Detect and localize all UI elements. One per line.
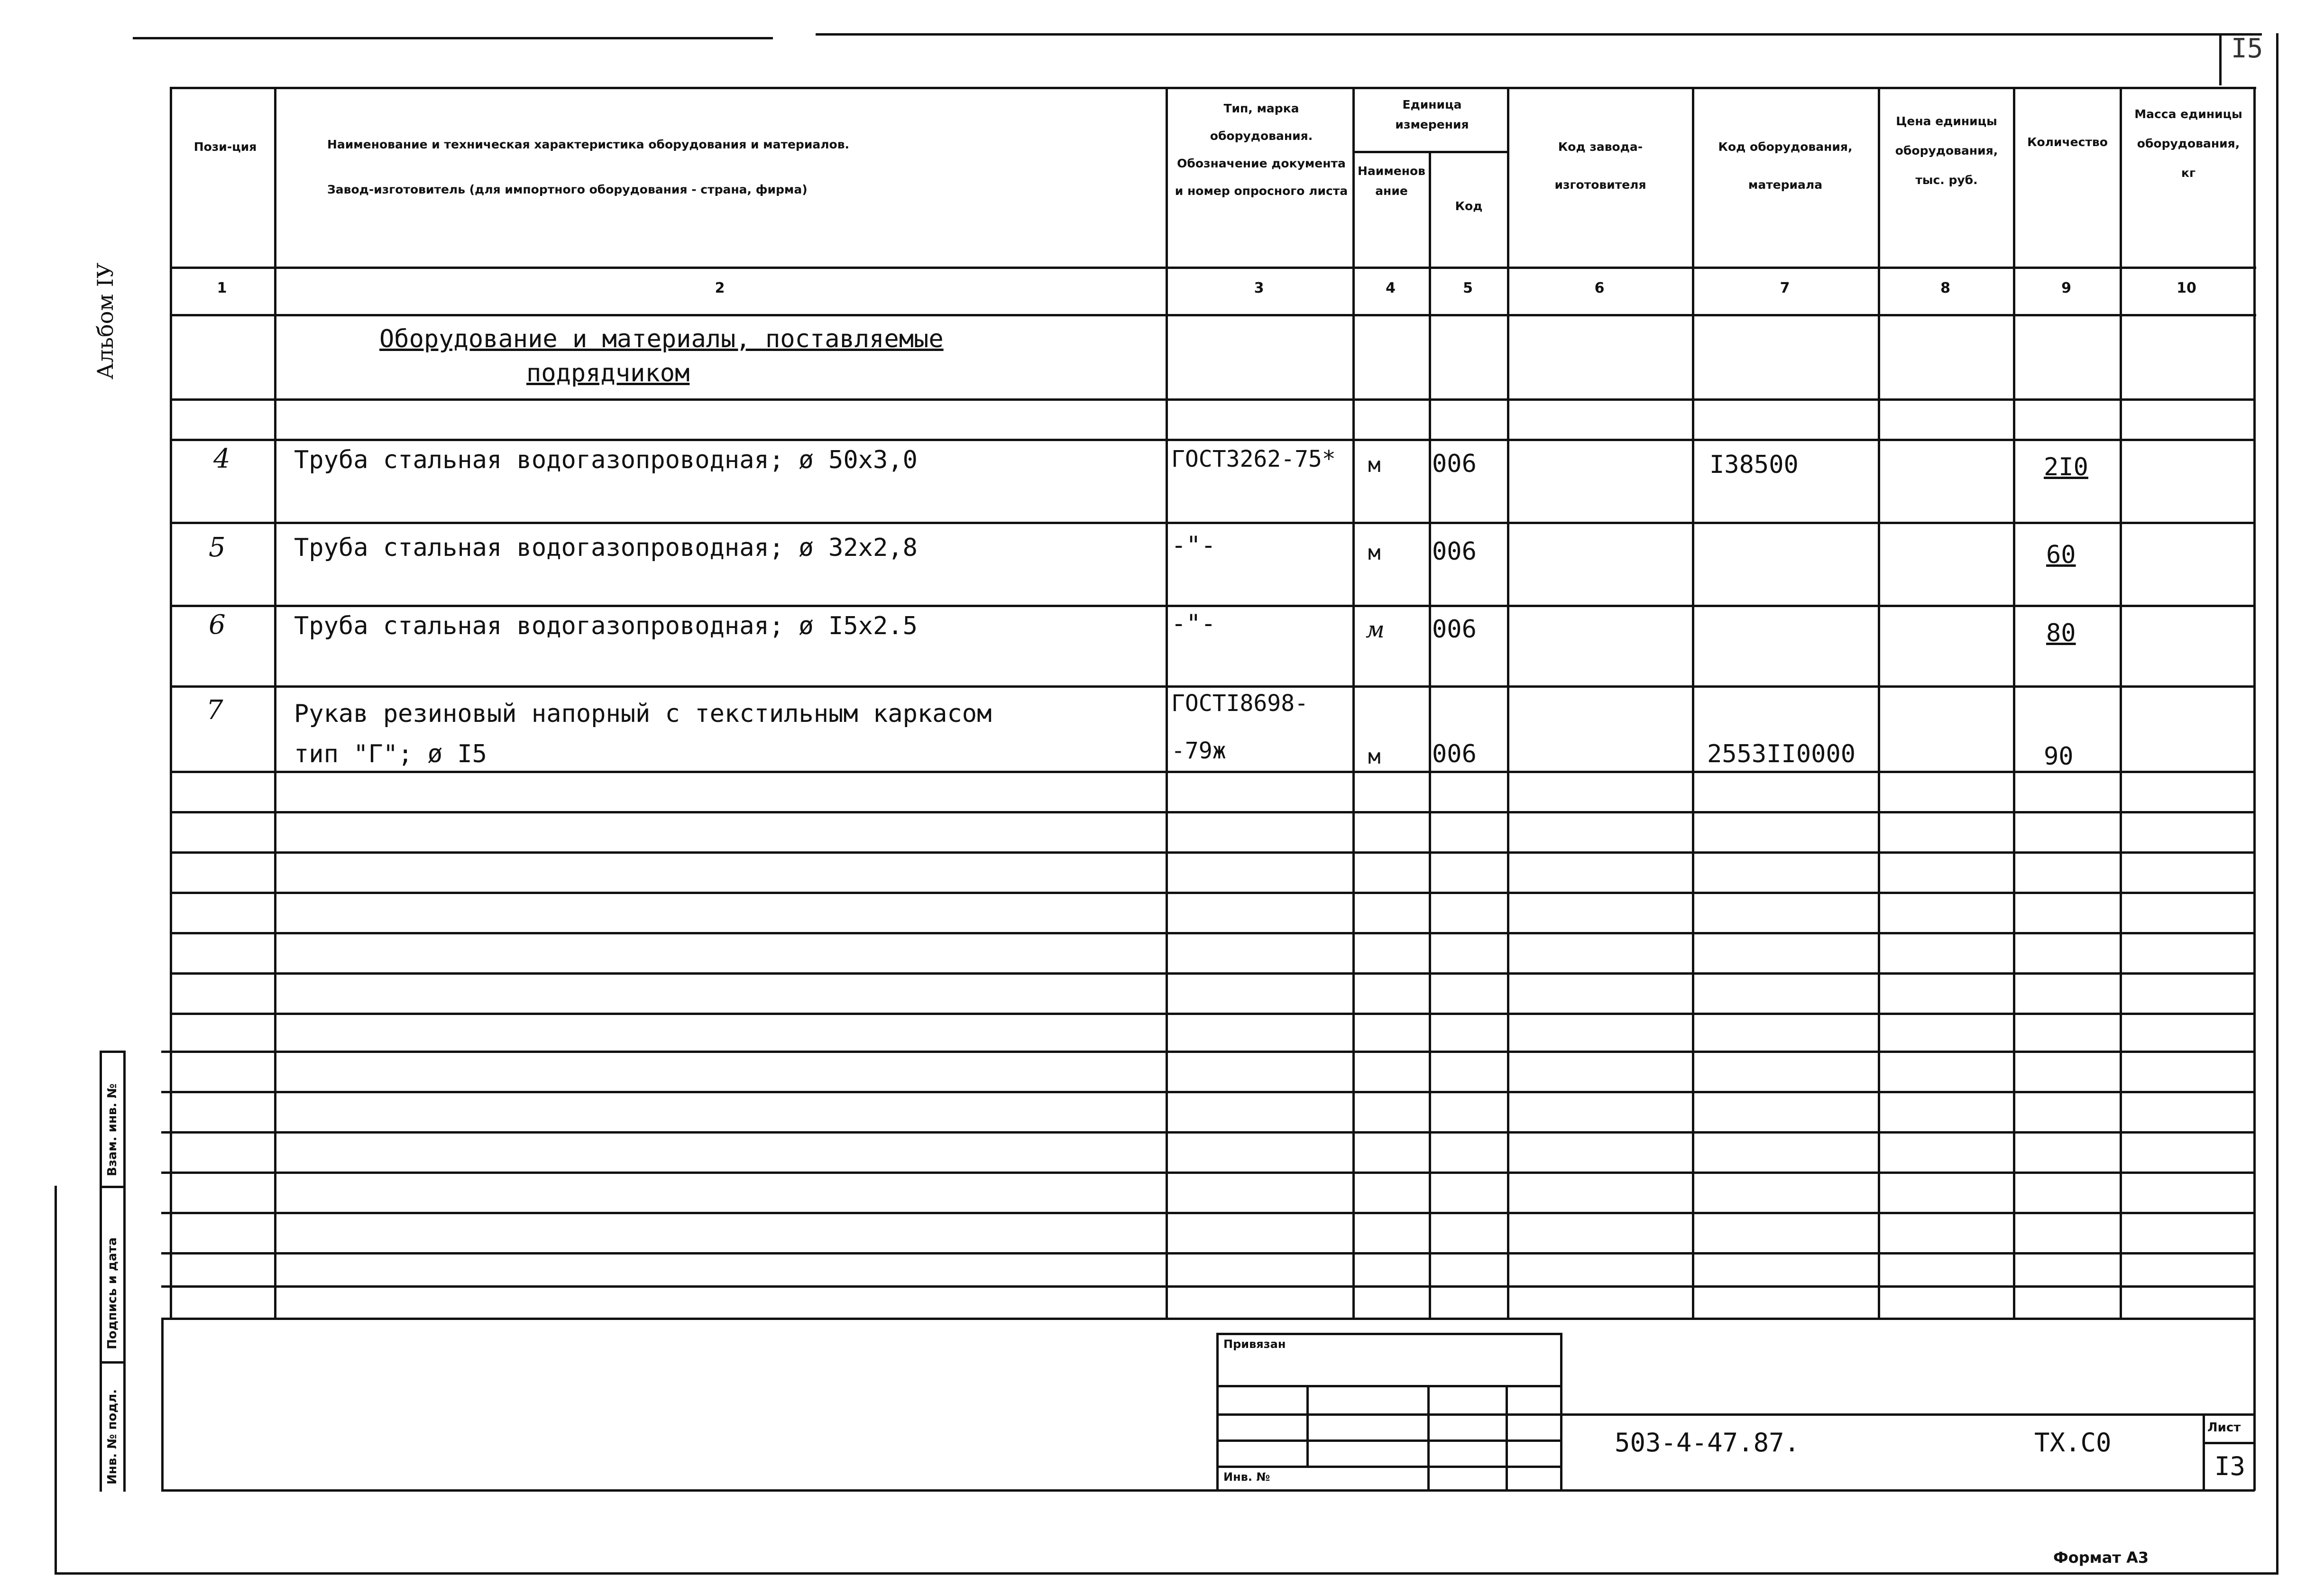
section-title-line1: Оборудование и материалы, поставляемые — [379, 325, 944, 353]
table-right — [2253, 87, 2256, 1491]
row-separator — [161, 1285, 2256, 1288]
doc-code: 503-4-47.87. — [1615, 1428, 1800, 1458]
priv-h2 — [1216, 1413, 1562, 1416]
sheet-box-left — [2203, 1413, 2205, 1492]
colnum-bottom — [170, 314, 2256, 316]
format-label: Формат А3 — [2053, 1549, 2149, 1567]
col-div-6 — [1692, 87, 1694, 1320]
row-5-unit: м — [1368, 541, 1381, 565]
row-5-pos: 5 — [209, 532, 226, 563]
row-separator — [170, 605, 2256, 607]
col-div-8 — [2013, 87, 2015, 1320]
row-5-doc: -"- — [1171, 531, 1216, 560]
row-6-name: Труба стальная водогазопроводная; ø I5x2.5 — [294, 612, 918, 640]
header-factory-code: Код завода-изготовителя — [1554, 140, 1646, 192]
row-separator — [161, 1252, 2256, 1255]
col-div-9 — [2120, 87, 2122, 1320]
frame-right — [2276, 33, 2278, 1575]
col-div-3 — [1352, 87, 1355, 1320]
header-mass: Масса единицы оборудования, кг — [2134, 107, 2242, 180]
row-separator — [170, 932, 2256, 934]
row-separator — [161, 1172, 2256, 1174]
priv-h1 — [1216, 1385, 1562, 1387]
priv-h4 — [1216, 1466, 1562, 1468]
row-7-doc: ГОСТI8698- — [1171, 690, 1308, 717]
header-qty: Количество — [2027, 135, 2108, 149]
col-div-4 — [1429, 152, 1431, 1320]
frame-bottom — [55, 1572, 2278, 1575]
body-bottom — [161, 1318, 2255, 1320]
colnum-3: 3 — [1254, 280, 1264, 296]
row-separator — [161, 1131, 2256, 1134]
header-unit-group: Единица измерения — [1395, 98, 1469, 131]
header-price: Цена единицы оборудования, тыс. руб. — [1895, 114, 1998, 187]
colnum-7: 7 — [1780, 280, 1790, 296]
row-4-name: Труба стальная водогазопроводная; ø 50x3,0 — [294, 446, 918, 474]
col-div-2 — [1166, 87, 1168, 1320]
sheet-number: I3 — [2214, 1451, 2246, 1481]
priv-h3 — [1216, 1439, 1562, 1442]
row-separator — [170, 771, 2256, 773]
header-bottom — [170, 267, 2256, 269]
sheet-box-mid — [2203, 1442, 2255, 1444]
row-6-pos: 6 — [209, 609, 226, 640]
row-7-mat-code: 2553II0000 — [1707, 740, 1856, 768]
header-name-line2: Завод-изготовитель (для импортного оборудования - страна, фирма) — [327, 183, 808, 196]
row-7-name2: тип "Г"; ø I5 — [294, 740, 487, 768]
colnum-5: 5 — [1463, 280, 1473, 296]
row-6-code: 006 — [1432, 615, 1477, 644]
header-position: Пози-ция — [193, 140, 257, 154]
row-7-doc2: -79ж — [1171, 738, 1226, 764]
top-line-right — [816, 33, 2262, 36]
header-unit-name: Наименование — [1358, 164, 1425, 198]
row-separator — [170, 1013, 2256, 1015]
priv-v3 — [1506, 1385, 1508, 1492]
colnum-9: 9 — [2061, 280, 2071, 296]
row-6-doc: -"- — [1171, 609, 1216, 638]
colnum-1: 1 — [217, 280, 227, 296]
frame-left — [55, 1186, 57, 1575]
row-7-qty: 90 — [2044, 742, 2074, 771]
album-label: Альбом IУ — [92, 262, 118, 379]
row-7-code: 006 — [1432, 740, 1477, 768]
col-div-5 — [1507, 87, 1509, 1320]
header-material-code: Код оборудования, материала — [1718, 140, 1853, 192]
sheet-label: Лист — [2207, 1421, 2241, 1435]
row-separator — [161, 1051, 2256, 1053]
row-4-pos: 4 — [213, 443, 230, 474]
row-separator — [170, 522, 2256, 524]
header-type: Тип, марка оборудования. Обозначение документа и номер опросного листа — [1175, 101, 1348, 198]
col-div-7 — [1878, 87, 1880, 1320]
colnum-8: 8 — [1940, 280, 1950, 296]
row-separator — [161, 1091, 2256, 1093]
row-6-qty: 80 — [2046, 619, 2076, 647]
section-code: ТХ.С0 — [2034, 1428, 2112, 1458]
row-separator — [170, 398, 2256, 401]
row-separator — [170, 439, 2256, 441]
row-separator — [170, 851, 2256, 854]
priv-top — [1216, 1333, 1562, 1335]
side-strip-sep1 — [100, 1186, 126, 1188]
row-separator — [170, 892, 2256, 894]
row-4-doc: ГОСТ3262-75* — [1171, 446, 1336, 472]
page-num-box-left — [2219, 33, 2222, 85]
page-number: I5 — [2231, 33, 2263, 64]
row-5-qty: 60 — [2046, 541, 2076, 569]
row-7-pos: 7 — [206, 695, 223, 726]
side-strip-mid — [123, 1051, 126, 1492]
row-separator — [170, 972, 2256, 975]
row-7-name: Рукав резиновый напорный с текстильным каркасом — [294, 700, 992, 728]
top-line-left — [133, 37, 773, 39]
row-separator — [170, 685, 2256, 688]
label-inv-podl: Инв. № подл. — [105, 1389, 119, 1485]
col-div-1 — [274, 87, 276, 1320]
inv-no-label: Инв. № — [1223, 1470, 1270, 1484]
header-name-line1: Наименование и техническая характеристика оборудования и материалов. — [327, 138, 850, 151]
side-strip-left — [100, 1051, 102, 1492]
priv-v1 — [1306, 1385, 1309, 1466]
priv-v2 — [1427, 1385, 1430, 1492]
label-podpis: Подпись и дата — [105, 1237, 119, 1349]
row-5-name: Труба стальная водогазопроводная; ø 32x2,8 — [294, 534, 918, 562]
side-strip-sep2 — [100, 1361, 126, 1364]
row-6-unit: м — [1366, 617, 1385, 643]
colnum-2: 2 — [715, 280, 725, 296]
section-title-line2: подрядчиком — [526, 359, 690, 387]
row-separator — [170, 811, 2256, 813]
title-block-bottom — [161, 1489, 2255, 1492]
row-4-qty: 2I0 — [2044, 453, 2088, 481]
colnum-10: 10 — [2177, 280, 2196, 296]
row-4-unit: м — [1368, 453, 1381, 477]
row-4-code: 006 — [1432, 450, 1477, 478]
side-strip-top — [100, 1051, 126, 1053]
colnum-4: 4 — [1386, 280, 1396, 296]
colnum-6: 6 — [1594, 280, 1605, 296]
table-left — [170, 87, 172, 1320]
title-block-left — [161, 1318, 164, 1492]
row-7-unit: м — [1368, 745, 1381, 769]
row-4-mat-code: I38500 — [1709, 451, 1799, 479]
row-5-code: 006 — [1432, 537, 1477, 566]
table-top — [170, 87, 2256, 89]
row-separator — [161, 1212, 2256, 1214]
privyazan-label: Привязан — [1223, 1338, 1286, 1351]
label-vzam: Взам. инв. № — [105, 1083, 119, 1176]
header-unit-code: Код — [1455, 199, 1483, 213]
code-row-top — [1560, 1413, 2255, 1416]
unit-group-line — [1352, 151, 1509, 153]
